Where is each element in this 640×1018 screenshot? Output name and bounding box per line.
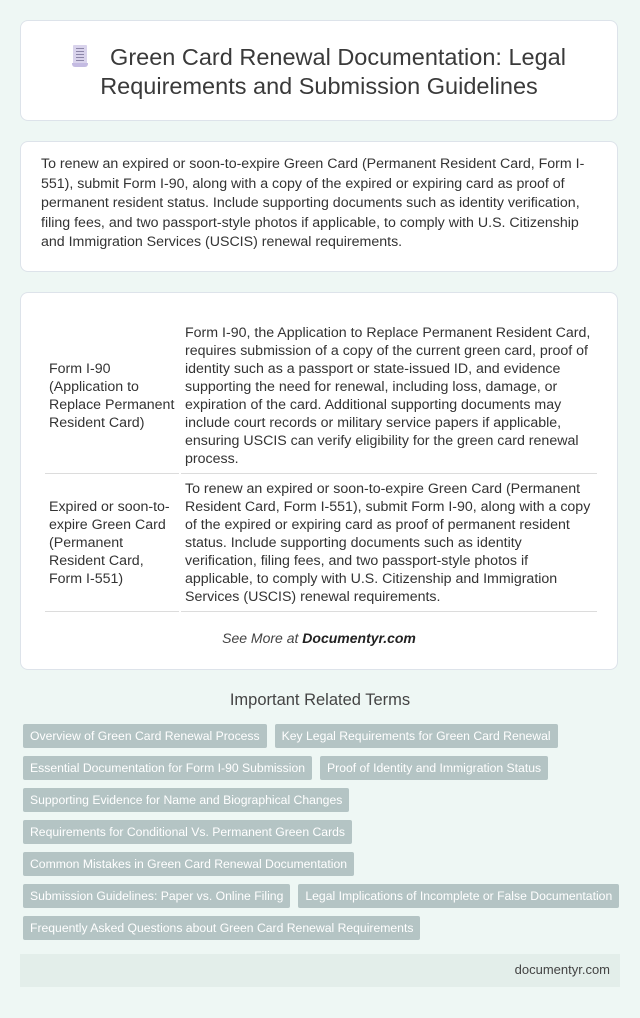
related-terms-heading: Important Related Terms bbox=[229, 691, 411, 709]
related-term-tag[interactable]: Submission Guidelines: Paper vs. Online Filing bbox=[23, 884, 290, 908]
intro-text: To renew an expired or soon-to-expire Green Card (Permanent Resident Card, Form I-551), submit Form I-90, along with a copy of the expired or expiring card as proof of permanent resident status. Include supporting documents such as identity verification, filing fees, and two passport-style photos if applicable, to comply with U.S. Citizenship and Immigration Services (USCIS) renewal requirements. bbox=[41, 156, 585, 251]
related-term-tag[interactable]: Supporting Evidence for Name and Biographical Changes bbox=[23, 788, 349, 812]
footer-site-link[interactable]: documentyr.com bbox=[514, 962, 610, 977]
related-terms-list bbox=[23, 724, 623, 940]
related-term-tag[interactable]: Requirements for Conditional Vs. Permanent Green Cards bbox=[23, 820, 352, 844]
related-term-tag[interactable]: Legal Implications of Incomplete or False Documentation bbox=[298, 884, 619, 908]
description-cell: To renew an expired or soon-to-expire Green Card (Permanent Resident Card, Form I-551), submit Form I-90, along with a copy of the expired or expiring card as proof of permanent resident status. Include supporting documents such as identity verification, filing fees, and two passport-style photos if applicable, to comply with U.S. Citizenship and Immigration Services (USCIS) renewal requirements. bbox=[181, 474, 597, 612]
intro-card bbox=[20, 141, 618, 272]
related-term-tag[interactable]: Essential Documentation for Form I-90 Submission bbox=[23, 756, 312, 780]
see-more-link[interactable]: Documentyr.com bbox=[302, 630, 416, 646]
definitions-card bbox=[20, 292, 618, 670]
description-cell: Form I-90, the Application to Replace Permanent Resident Card, requires submission of a copy of the current green card, proof of identity such as a passport or state-issued ID, and evidence supporting the need for renewal, including loss, damage, or expiration of the card. Additional supporting documents may include court records or military service papers if applicable, ensuring USCIS can verify eligibility for the green card renewal process. bbox=[181, 318, 597, 474]
definitions-table bbox=[43, 318, 599, 612]
term-cell: Expired or soon-to-expire Green Card (Permanent Resident Card, Form I-551) bbox=[45, 474, 179, 612]
related-term-tag[interactable]: Common Mistakes in Green Card Renewal Documentation bbox=[23, 852, 354, 876]
table-row bbox=[45, 318, 597, 474]
see-more-prefix: See More at bbox=[222, 630, 303, 646]
table-row bbox=[45, 474, 597, 612]
related-term-tag[interactable]: Key Legal Requirements for Green Card Renewal bbox=[275, 724, 558, 748]
document-scroll-icon bbox=[72, 45, 88, 67]
related-term-tag[interactable]: Proof of Identity and Immigration Status bbox=[320, 756, 548, 780]
page-title bbox=[21, 43, 617, 101]
page-title-text: Green Card Renewal Documentation: Legal Requirements and Submission Guidelines bbox=[100, 44, 566, 99]
related-term-tag[interactable]: Frequently Asked Questions about Green Card Renewal Requirements bbox=[23, 916, 420, 940]
see-more bbox=[21, 630, 617, 646]
footer bbox=[20, 954, 620, 987]
related-term-tag[interactable]: Overview of Green Card Renewal Process bbox=[23, 724, 267, 748]
title-card bbox=[20, 20, 618, 121]
term-cell: Form I-90 (Application to Replace Permanent Resident Card) bbox=[45, 318, 179, 474]
